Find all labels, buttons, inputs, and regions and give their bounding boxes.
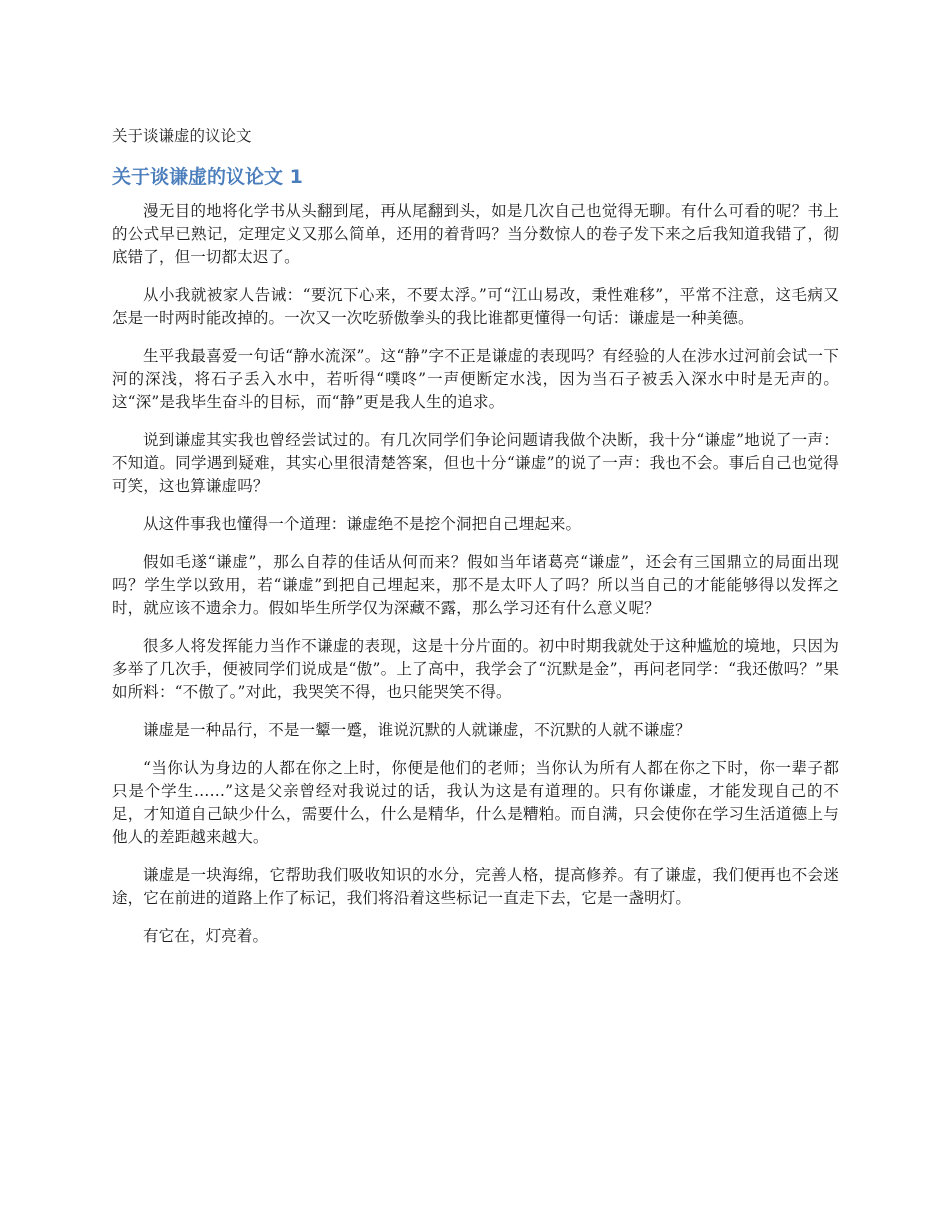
paragraph-4: 说到谦虚其实我也曾经尝试过的。有几次同学们争论问题请我做个决断，我十分“谦虚”地说了一声：不知道。同学遇到疑难，其实心里很清楚答案，但也十分“谦虚”的说了一声：我也不会。事后自己也觉得可笑，这也算谦虚吗？ xyxy=(112,431,839,495)
paragraph-5: 从这件事我也懂得一个道理：谦虚绝不是挖个洞把自己埋起来。 xyxy=(143,515,582,533)
paragraph-11: 有它在，灯亮着。 xyxy=(143,927,269,945)
paragraph-2: 从小我就被家人告诫：“要沉下心来，不要太浮。”可“江山易改，秉性难移”，平常不注意，这毛病又怎是一时两时能改掉的。一次又一次吃骄傲拳头的我比谁都更懂得一句话：谦虚是一种美德。 xyxy=(112,286,839,327)
document-page xyxy=(112,124,839,963)
document-title: 关于谈谦虚的议论文 xyxy=(112,127,252,145)
paragraph-7: 很多人将发挥能力当作不谦虚的表现，这是十分片面的。初中时期我就处于这种尴尬的境地，只因为多举了几次手，便被同学们说成是“傲”。上了高中，我学会了“沉默是金”，再问老同学：“我还傲吗？”果如所料：“不傲了。”对此，我哭笑不得，也只能哭笑不得。 xyxy=(112,637,839,701)
paragraph-10: 谦虚是一块海绵，它帮助我们吸收知识的水分，完善人格，提高修养。有了谦虚，我们便再也不会迷途，它在前进的道路上作了标记，我们将沿着这些标记一直走下去，它是一盏明灯。 xyxy=(112,866,839,907)
paragraph-1: 漫无目的地将化学书从头翻到尾，再从尾翻到头，如是几次自己也觉得无聊。有什么可看的呢？书上的公式早已熟记，定理定义又那么简单，还用的着背吗？当分数惊人的卷子发下来之后我知道我错了，彻底错了，但一切都太迟了。 xyxy=(112,202,839,266)
paragraph-6: 假如毛遂“谦虚”，那么自荐的佳话从何而来？假如当年诸葛亮“谦虚”，还会有三国鼎立的局面出现吗？学生学以致用，若“谦虚”到把自己埋起来，那不是太吓人了吗？所以当自己的才能能够得以发挥之时，就应该不遗余力。假如毕生所学仅为深藏不露，那么学习还有什么意义呢？ xyxy=(112,553,839,617)
paragraph-3: 生平我最喜爱一句话“静水流深”。这“静”字不正是谦虚的表现吗？有经验的人在涉水过河前会试一下河的深浅，将石子丢入水中，若听得“噗咚”一声便断定水浅，因为当石子被丢入深水中时是无声的。这“深”是我毕生奋斗的目标，而“静”更是我人生的追求。 xyxy=(112,347,839,411)
paragraph-9: “当你认为身边的人都在你之上时，你便是他们的老师；当你认为所有人都在你之下时，你一辈子都只是个学生……”这是父亲曾经对我说过的话，我认为这是有道理的。只有你谦虚，才能发现自己的不足，才知道自己缺少什么，需要什么，什么是精华，什么是糟粕。而自满，只会使你在学习生活道德上与他人的差距越来越大。 xyxy=(112,759,839,846)
paragraph-8: 谦虚是一种品行，不是一颦一蹙，谁说沉默的人就谦虚，不沉默的人就不谦虚？ xyxy=(143,721,691,739)
section-heading: 关于谈谦虚的议论文 1 xyxy=(112,166,303,188)
